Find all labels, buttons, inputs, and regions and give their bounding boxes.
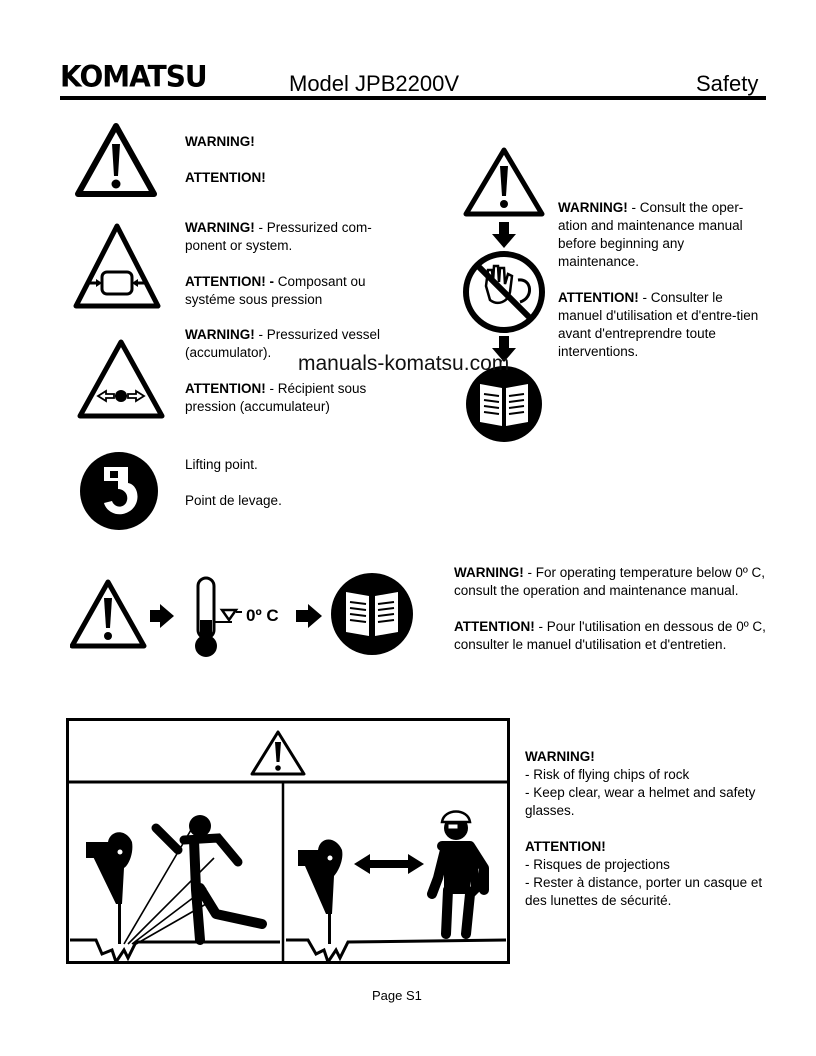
pressurized-component-text: WARNING! - Pressurized com-ponent or system. ATTENTION! - Composant ou systéme sous pression — [185, 220, 372, 307]
header-rule — [60, 96, 766, 100]
watermark: manuals-komatsu.com — [298, 352, 510, 375]
pressurized-vessel-text: WARNING! - Pressurized vessel (accumulator). ATTENTION! - Récipient sous pression (accumulateur) — [185, 327, 381, 414]
lifting-hook-icon — [78, 451, 160, 531]
general-warning-text: WARNING! ATTENTION! — [185, 134, 266, 185]
warning-triangle-icon — [74, 122, 158, 198]
low-temperature-text: WARNING! - For operating temperature below 0º C, consult the operation and maintenance manual. ATTENTION! - Pour l'utilisation en dessous de 0º C, consulter le manuel d'utilisation et d'entretien. — [454, 565, 766, 652]
flying-chips-text: WARNING! - Risk of flying chips of rock - Keep clear, wear a helmet and safety glasses. ATTENTION! - Risques de projections - Rester à distance, porter un casque et des lunettes de sécurité. — [525, 749, 763, 908]
low-temperature-icon — [70, 572, 415, 662]
lifting-point-text: Lifting point. Point de levage. — [185, 457, 282, 508]
flying-rock-chips-pictogram — [66, 718, 510, 964]
consult-manual-text: WARNING! - Consult the oper-ation and maintenance manual before beginning any maintenance. ATTENTION! - Consulter le manuel d'utilisation et d'entre-tien avant d'entreprendre toute interventions. — [558, 200, 759, 359]
section-title: Safety — [696, 71, 759, 96]
page-number: Page S1 — [372, 988, 422, 1003]
pressurized-component-icon — [72, 222, 162, 310]
model-title: Model JPB2200V — [289, 71, 459, 96]
komatsu-logo: KOMATSU — [60, 59, 207, 94]
temperature-label: 0º C — [246, 606, 279, 625]
warning-to-no-hands-to-manual-icon — [462, 146, 552, 442]
pressurized-vessel-icon — [76, 338, 166, 420]
